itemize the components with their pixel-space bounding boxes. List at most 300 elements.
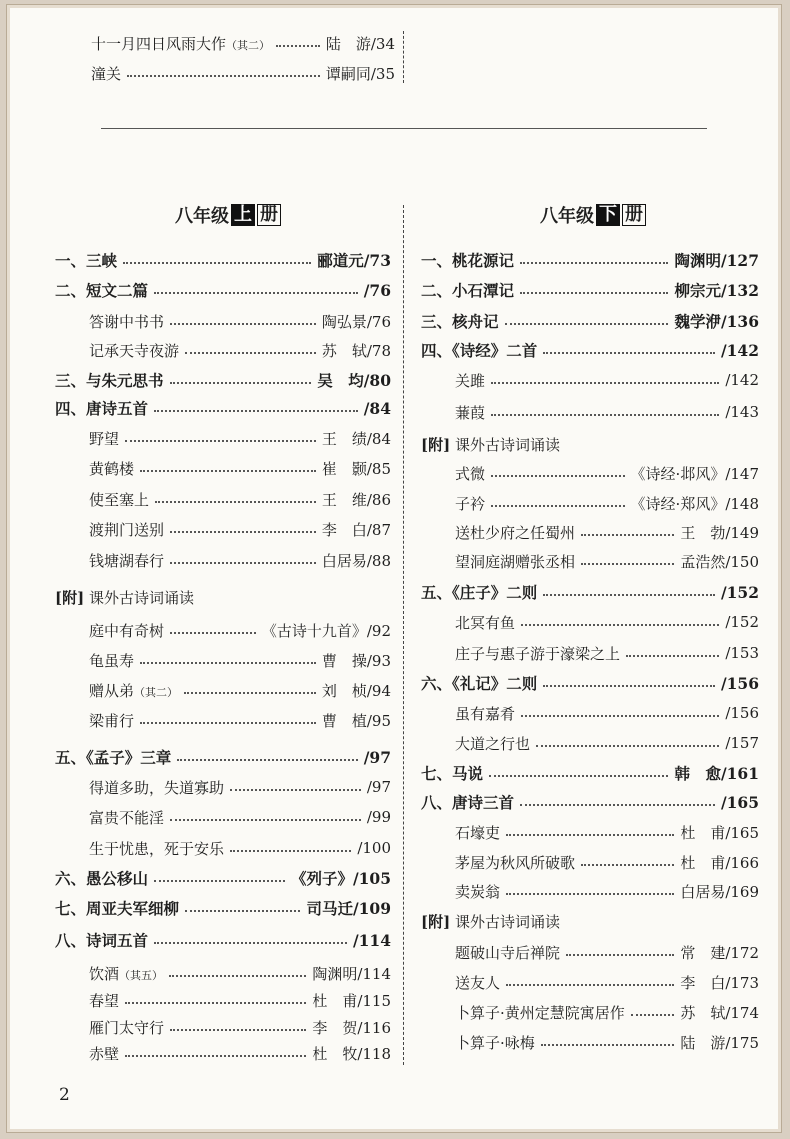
right-grade-heading bbox=[540, 202, 646, 228]
entry-title bbox=[455, 643, 620, 664]
toc-entry bbox=[455, 850, 759, 874]
dot-leader bbox=[140, 662, 316, 664]
entry-title bbox=[89, 458, 134, 479]
toc-entry bbox=[455, 1030, 759, 1054]
entry-title bbox=[455, 522, 575, 543]
dot-leader bbox=[626, 655, 719, 657]
dot-leader bbox=[155, 501, 316, 503]
entry-author-page: 《古诗十九首》/92 bbox=[261, 621, 391, 640]
toc-entry bbox=[55, 368, 391, 392]
entry-title bbox=[455, 1002, 625, 1023]
column-divider bbox=[403, 205, 404, 1065]
entry-number: 一、 bbox=[421, 251, 453, 270]
dot-leader bbox=[276, 45, 320, 47]
entry-author-page: 王 勃/149 bbox=[680, 523, 759, 542]
entry-title bbox=[55, 929, 148, 951]
dot-leader bbox=[170, 382, 312, 384]
entry-author-page: 杜 甫/165 bbox=[680, 823, 759, 842]
dot-leader bbox=[125, 1002, 306, 1004]
entry-title-text: 答谢中书书 bbox=[89, 312, 165, 331]
entry-note: （其二） bbox=[226, 38, 271, 52]
toc-entry bbox=[89, 708, 391, 732]
dot-leader bbox=[581, 534, 674, 536]
left-grade-suffix: 册 bbox=[257, 204, 281, 226]
toc-entry bbox=[89, 338, 391, 362]
toc-entry bbox=[55, 866, 391, 890]
dot-leader bbox=[520, 804, 715, 806]
page-number: 2 bbox=[59, 1085, 70, 1105]
toc-entry bbox=[89, 309, 391, 333]
entry-title bbox=[455, 370, 485, 391]
entry-title bbox=[55, 249, 117, 271]
toc-entry bbox=[421, 278, 759, 302]
entry-number: 六、 bbox=[421, 674, 453, 693]
entry-title-text: 雁门太守行 bbox=[89, 1018, 165, 1037]
entry-title bbox=[455, 972, 500, 993]
dot-leader bbox=[543, 352, 715, 354]
attachment-bracket: [附] bbox=[421, 435, 451, 454]
entry-number: 三、 bbox=[421, 312, 453, 331]
toc-entry bbox=[55, 585, 391, 609]
right-grade-suffix: 册 bbox=[622, 204, 646, 226]
dot-leader bbox=[505, 323, 669, 325]
entry-title-text: 庭中有奇树 bbox=[89, 621, 165, 640]
entry-title bbox=[421, 339, 537, 361]
dot-leader bbox=[140, 470, 316, 472]
entry-title-text: 钱塘湖春行 bbox=[89, 551, 165, 570]
toc-entry bbox=[89, 517, 391, 541]
entry-title-text: 赠从弟 bbox=[89, 681, 135, 700]
entry-author-page: /157 bbox=[725, 734, 759, 752]
entry-author-page: /142 bbox=[720, 340, 759, 360]
toc-entry bbox=[455, 610, 759, 634]
left-grade-label: 八年级 bbox=[175, 206, 229, 227]
entry-author-page: 李 贺/116 bbox=[312, 1018, 391, 1037]
attachment-bracket: [附] bbox=[55, 588, 85, 607]
dot-leader bbox=[177, 759, 357, 761]
dot-leader bbox=[169, 975, 306, 977]
entry-author-page: 王 维/86 bbox=[321, 490, 391, 509]
entry-number: 五、 bbox=[55, 748, 87, 767]
entry-note: （其二） bbox=[134, 685, 179, 699]
entry-author-page: /142 bbox=[725, 371, 759, 389]
dot-leader bbox=[185, 352, 316, 354]
dot-leader bbox=[581, 864, 674, 866]
dot-leader bbox=[185, 910, 300, 912]
entry-title-text: 饮酒 bbox=[89, 964, 120, 983]
attachment-heading bbox=[421, 434, 560, 455]
toc-entry bbox=[55, 896, 391, 920]
entry-author-page: 杜 牧/118 bbox=[312, 1044, 391, 1063]
dot-leader bbox=[184, 692, 316, 694]
toc-entry bbox=[89, 1015, 391, 1039]
dot-leader bbox=[631, 1014, 675, 1016]
entry-title bbox=[455, 703, 515, 724]
entry-title bbox=[91, 63, 121, 84]
toc-entry bbox=[91, 31, 395, 55]
entry-title-text: 春望 bbox=[89, 991, 120, 1010]
entry-author-page: 《列子》/105 bbox=[290, 869, 391, 888]
entry-author-page: 白居易/88 bbox=[321, 551, 391, 570]
entry-author-page: /99 bbox=[366, 808, 391, 826]
entry-title-text: 卖炭翁 bbox=[455, 882, 501, 901]
entry-title-text: 唐诗三首 bbox=[452, 793, 515, 812]
entry-author-page: 孟浩然/150 bbox=[680, 552, 759, 571]
entry-title-text: 小石潭记 bbox=[452, 281, 515, 300]
entry-title-text: 卜算子·咏梅 bbox=[455, 1033, 535, 1052]
entry-author-page: 杜 甫/115 bbox=[312, 991, 391, 1010]
entry-title-text: 使至塞上 bbox=[89, 490, 150, 509]
entry-title bbox=[455, 733, 530, 754]
toc-entry bbox=[455, 549, 759, 573]
entry-author-page: /156 bbox=[720, 673, 759, 693]
entry-title-text: 渡荆门送别 bbox=[89, 520, 165, 539]
dot-leader bbox=[170, 1029, 306, 1031]
entry-title-text: 卜算子·黄州定慧院寓居作 bbox=[455, 1003, 625, 1022]
entry-title bbox=[455, 463, 485, 484]
entry-title-text: 送友人 bbox=[455, 973, 501, 992]
entry-title bbox=[421, 791, 514, 813]
dot-leader bbox=[491, 414, 719, 416]
toc-entry bbox=[455, 491, 759, 515]
dot-leader bbox=[566, 954, 674, 956]
dot-leader bbox=[170, 531, 316, 533]
entry-title bbox=[89, 1043, 119, 1064]
dot-leader bbox=[170, 323, 316, 325]
entry-number: 二、 bbox=[421, 281, 453, 300]
entry-title bbox=[55, 867, 148, 889]
entry-number: 四、 bbox=[55, 399, 87, 418]
dot-leader bbox=[543, 594, 715, 596]
toc-entry bbox=[421, 248, 759, 272]
entry-title bbox=[455, 612, 515, 633]
entry-author-page: 王 绩/84 bbox=[321, 429, 391, 448]
entry-title-text: 《诗经》二首 bbox=[452, 341, 538, 360]
attachment-title: 课外古诗词诵读 bbox=[84, 588, 194, 607]
entry-title bbox=[91, 33, 270, 54]
toc-entry bbox=[421, 761, 759, 785]
entry-number: 五、 bbox=[421, 583, 453, 602]
toc-entry bbox=[91, 61, 395, 85]
entry-title-text: 子衿 bbox=[455, 494, 486, 513]
toc-entry bbox=[55, 396, 391, 420]
entry-title bbox=[89, 620, 164, 641]
entry-title-text: 愚公移山 bbox=[86, 869, 149, 888]
entry-title bbox=[55, 369, 164, 391]
toc-entry bbox=[89, 548, 391, 572]
left-grade-volume: 上 bbox=[231, 204, 255, 226]
entry-title-text: 核舟记 bbox=[452, 312, 499, 331]
entry-title bbox=[89, 777, 224, 798]
toc-entry bbox=[89, 775, 391, 799]
dot-leader bbox=[154, 942, 347, 944]
entry-author-page: 陆 游/34 bbox=[325, 34, 395, 53]
entry-author-page: 司马迁/109 bbox=[306, 899, 391, 918]
entry-author-page: 陆 游/175 bbox=[680, 1033, 759, 1052]
entry-title bbox=[455, 402, 485, 423]
dot-leader bbox=[491, 505, 625, 507]
entry-title bbox=[89, 340, 179, 361]
entry-title bbox=[455, 493, 485, 514]
entry-title-text: 与朱元思书 bbox=[86, 371, 164, 390]
entry-author-page: 吴 均/80 bbox=[317, 371, 391, 390]
toc-entry bbox=[455, 461, 759, 485]
entry-author-page: 杜 甫/166 bbox=[680, 853, 759, 872]
toc-entry bbox=[455, 641, 759, 665]
entry-number: 八、 bbox=[421, 793, 453, 812]
entry-title-text: 记承天寺夜游 bbox=[89, 341, 180, 360]
attachment-title: 课外古诗词诵读 bbox=[450, 912, 560, 931]
toc-entry bbox=[455, 970, 759, 994]
entry-title bbox=[89, 963, 163, 984]
toc-entry bbox=[421, 309, 759, 333]
toc-entry bbox=[455, 1000, 759, 1024]
entry-author-page: 刘 桢/94 bbox=[321, 681, 391, 700]
left-grade-heading bbox=[175, 202, 281, 228]
toc-entry bbox=[89, 805, 391, 829]
toc-entry bbox=[421, 671, 759, 695]
dot-leader bbox=[581, 563, 674, 565]
entry-title-text: 虽有嘉肴 bbox=[455, 704, 516, 723]
entry-title-text: 送杜少府之任蜀州 bbox=[455, 523, 576, 542]
entry-author-page: /97 bbox=[363, 747, 391, 767]
toc-entry bbox=[89, 648, 391, 672]
entry-title bbox=[421, 672, 537, 694]
entry-title-text: 短文二篇 bbox=[86, 281, 149, 300]
dot-leader bbox=[520, 292, 668, 294]
toc-entry bbox=[55, 248, 391, 272]
toc-entry bbox=[89, 456, 391, 480]
entry-title bbox=[421, 762, 483, 784]
entry-author-page: /114 bbox=[352, 930, 391, 950]
dot-leader bbox=[489, 775, 668, 777]
entry-title-text: 《孟子》三章 bbox=[86, 748, 172, 767]
dot-leader bbox=[506, 893, 674, 895]
toc-entry bbox=[89, 426, 391, 450]
entry-author-page: /143 bbox=[725, 403, 759, 421]
entry-author-page: 苏 轼/174 bbox=[680, 1003, 759, 1022]
entry-title bbox=[89, 428, 119, 449]
entry-author-page: /152 bbox=[720, 582, 759, 602]
entry-title bbox=[55, 746, 171, 768]
entry-title bbox=[89, 519, 164, 540]
toc-entry bbox=[455, 520, 759, 544]
toc-entry bbox=[455, 701, 759, 725]
dot-leader bbox=[170, 562, 316, 564]
entry-title bbox=[455, 551, 575, 572]
entry-title-text: 潼关 bbox=[91, 64, 122, 83]
entry-title bbox=[89, 710, 134, 731]
toc-entry bbox=[455, 879, 759, 903]
dot-leader bbox=[521, 715, 719, 717]
document-page bbox=[6, 4, 782, 1133]
dot-leader bbox=[154, 292, 358, 294]
entry-title bbox=[455, 852, 575, 873]
right-grade-label: 八年级 bbox=[540, 206, 594, 227]
entry-author-page: 陶弘景/76 bbox=[321, 312, 391, 331]
dot-leader bbox=[491, 382, 719, 384]
attachment-title: 课外古诗词诵读 bbox=[450, 435, 560, 454]
entry-title bbox=[89, 489, 149, 510]
toc-entry bbox=[89, 836, 391, 860]
entry-title bbox=[55, 279, 148, 301]
entry-title bbox=[89, 550, 164, 571]
entry-author-page: 曹 操/93 bbox=[321, 651, 391, 670]
toc-entry bbox=[421, 338, 759, 362]
entry-title bbox=[421, 581, 537, 603]
dot-leader bbox=[154, 410, 358, 412]
toc-entry bbox=[455, 940, 759, 964]
dot-leader bbox=[520, 262, 668, 264]
attachment-heading bbox=[421, 911, 560, 932]
entry-title bbox=[421, 249, 514, 271]
entry-title bbox=[421, 310, 499, 332]
entry-title-text: 龟虽寿 bbox=[89, 651, 135, 670]
entry-author-page: /100 bbox=[357, 839, 391, 857]
toc-entry bbox=[89, 487, 391, 511]
dot-leader bbox=[170, 632, 256, 634]
entry-author-page: /97 bbox=[366, 778, 391, 796]
entry-title-text: 庄子与惠子游于濠梁之上 bbox=[455, 644, 621, 663]
entry-author-page: /153 bbox=[725, 644, 759, 662]
entry-author-page: /84 bbox=[363, 398, 391, 418]
dot-leader bbox=[170, 819, 361, 821]
entry-note: （其五） bbox=[119, 968, 164, 982]
entry-title-text: 十一月四日风雨大作 bbox=[91, 34, 227, 53]
entry-title-text: 望洞庭湖赠张丞相 bbox=[455, 552, 576, 571]
entry-author-page: 魏学洢/136 bbox=[674, 312, 759, 331]
dot-leader bbox=[127, 75, 320, 77]
right-grade-volume: 下 bbox=[596, 204, 620, 226]
entry-author-page: 《诗经·邶风》/147 bbox=[630, 464, 759, 483]
toc-entry bbox=[55, 278, 391, 302]
entry-title bbox=[89, 680, 178, 701]
entry-title-text: 题破山寺后禅院 bbox=[455, 943, 561, 962]
section-separator bbox=[101, 128, 707, 129]
entry-title bbox=[89, 838, 224, 859]
entry-author-page: 陶渊明/127 bbox=[674, 251, 759, 270]
entry-title-text: 桃花源记 bbox=[452, 251, 515, 270]
entry-author-page: /156 bbox=[725, 704, 759, 722]
entry-author-page: 苏 轼/78 bbox=[321, 341, 391, 360]
toc-entry bbox=[55, 928, 391, 952]
entry-number: 七、 bbox=[421, 764, 453, 783]
toc-entry bbox=[421, 580, 759, 604]
entry-title-text: 黄鹤楼 bbox=[89, 459, 135, 478]
entry-title-text: 蒹葭 bbox=[455, 403, 486, 422]
dot-leader bbox=[125, 440, 316, 442]
entry-author-page: 《诗经·郑风》/148 bbox=[630, 494, 759, 513]
entry-number: 八、 bbox=[55, 931, 87, 950]
entry-title-text: 马说 bbox=[452, 764, 484, 783]
entry-number: 一、 bbox=[55, 251, 87, 270]
toc-entry bbox=[421, 790, 759, 814]
entry-title-text: 《礼记》二则 bbox=[452, 674, 538, 693]
dot-leader bbox=[506, 834, 674, 836]
entry-author-page: /152 bbox=[725, 613, 759, 631]
entry-title-text: 野望 bbox=[89, 429, 120, 448]
dot-leader bbox=[230, 789, 361, 791]
entry-title-text: 大道之行也 bbox=[455, 734, 531, 753]
entry-author-page: 韩 愈/161 bbox=[674, 764, 759, 783]
entry-author-page: 李 白/87 bbox=[321, 520, 391, 539]
entry-title-text: 梁甫行 bbox=[89, 711, 135, 730]
entry-number: 三、 bbox=[55, 371, 87, 390]
toc-entry bbox=[455, 368, 759, 392]
entry-title-text: 石壕吏 bbox=[455, 823, 501, 842]
dot-leader bbox=[543, 685, 715, 687]
entry-title bbox=[455, 881, 500, 902]
entry-author-page: 李 白/173 bbox=[680, 973, 759, 992]
entry-number: 四、 bbox=[421, 341, 453, 360]
entry-number: 二、 bbox=[55, 281, 87, 300]
toc-entry bbox=[89, 988, 391, 1012]
entry-title-text: 《庄子》二则 bbox=[452, 583, 538, 602]
toc-entry bbox=[421, 432, 759, 456]
toc-entry bbox=[455, 731, 759, 755]
dot-leader bbox=[541, 1044, 675, 1046]
toc-entry bbox=[89, 1041, 391, 1065]
entry-title-text: 关雎 bbox=[455, 371, 486, 390]
dot-leader bbox=[491, 475, 625, 477]
entry-title bbox=[89, 650, 134, 671]
toc-entry bbox=[89, 618, 391, 642]
dot-leader bbox=[154, 880, 285, 882]
dot-leader bbox=[536, 745, 719, 747]
entry-author-page: 白居易/169 bbox=[680, 882, 759, 901]
entry-number: 七、 bbox=[55, 899, 87, 918]
dot-leader bbox=[506, 984, 674, 986]
dot-leader bbox=[140, 722, 316, 724]
attachment-heading bbox=[55, 587, 194, 608]
entry-title bbox=[455, 822, 500, 843]
entry-author-page: 常 建/172 bbox=[680, 943, 759, 962]
toc-entry bbox=[455, 820, 759, 844]
toc-entry bbox=[455, 400, 759, 424]
entry-title bbox=[55, 897, 179, 919]
toc-entry bbox=[55, 745, 391, 769]
entry-title bbox=[89, 807, 164, 828]
entry-title-text: 生于忧患，死于安乐 bbox=[89, 839, 225, 858]
entry-author-page: 柳宗元/132 bbox=[674, 281, 759, 300]
entry-title-text: 赤壁 bbox=[89, 1044, 120, 1063]
entry-title bbox=[55, 397, 148, 419]
entry-title-text: 周亚夫军细柳 bbox=[86, 899, 180, 918]
entry-author-page: 陶渊明/114 bbox=[312, 964, 391, 983]
entry-number: 六、 bbox=[55, 869, 87, 888]
entry-title bbox=[89, 311, 164, 332]
entry-author-page: 曹 植/95 bbox=[321, 711, 391, 730]
attachment-bracket: [附] bbox=[421, 912, 451, 931]
entry-title-text: 北冥有鱼 bbox=[455, 613, 516, 632]
entry-title bbox=[455, 942, 560, 963]
toc-entry bbox=[89, 961, 391, 985]
entry-title bbox=[89, 990, 119, 1011]
entry-title bbox=[89, 1017, 164, 1038]
entry-author-page: /165 bbox=[720, 792, 759, 812]
entry-title-text: 得道多助，失道寡助 bbox=[89, 778, 225, 797]
entry-title bbox=[455, 1032, 535, 1053]
top-divider-line bbox=[403, 31, 404, 83]
dot-leader bbox=[123, 262, 311, 264]
entry-title-text: 诗词五首 bbox=[86, 931, 149, 950]
toc-entry bbox=[421, 909, 759, 933]
entry-title-text: 三峡 bbox=[86, 251, 118, 270]
entry-title bbox=[421, 279, 514, 301]
entry-author-page: 郦道元/73 bbox=[317, 251, 391, 270]
dot-leader bbox=[521, 624, 719, 626]
toc-entry bbox=[89, 678, 391, 702]
